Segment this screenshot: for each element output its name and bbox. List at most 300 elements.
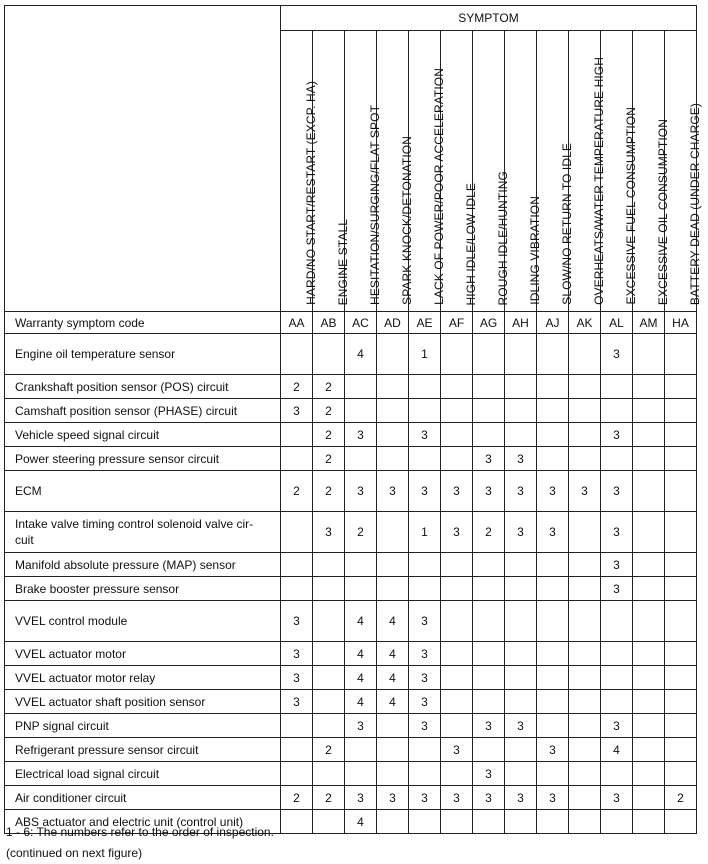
table-cell [313, 714, 345, 738]
column-header-label: EXCESSIVE OIL CONSUMPTION [655, 118, 670, 305]
table-cell [281, 810, 313, 834]
table-cell [665, 714, 697, 738]
table-cell [665, 423, 697, 447]
table-cell: 3 [409, 471, 441, 512]
table-cell [441, 334, 473, 375]
table-cell [665, 375, 697, 399]
table-cell: 3 [345, 471, 377, 512]
table-cell: 4 [345, 334, 377, 375]
table-cell: 3 [505, 447, 537, 471]
table-cell [441, 642, 473, 666]
column-header-label: BATTERY DEAD (UNDER CHARGE) [687, 102, 702, 305]
table-cell: 3 [473, 762, 505, 786]
table-row [5, 666, 697, 690]
table-cell: 3 [473, 471, 505, 512]
row-label: Electrical load signal circuit [5, 762, 281, 786]
table-cell [441, 714, 473, 738]
table-cell [633, 577, 665, 601]
table-cell: 3 [409, 690, 441, 714]
table-cell [505, 738, 537, 762]
table-cell [505, 690, 537, 714]
table-cell [537, 334, 569, 375]
table-row [5, 423, 697, 447]
table-cell: 3 [537, 471, 569, 512]
column-header-label: OVERHEATS/WATER TEMPERATURE HIGH [591, 57, 606, 305]
table-cell [569, 375, 601, 399]
row-label: ABS actuator and electric unit (control unit) [5, 810, 281, 834]
table-cell [601, 642, 633, 666]
table-cell [377, 738, 409, 762]
table-cell [633, 423, 665, 447]
table-cell [281, 512, 313, 553]
table-cell [313, 601, 345, 642]
table-cell [473, 399, 505, 423]
table-row [5, 714, 697, 738]
table-cell [569, 334, 601, 375]
table-cell [505, 810, 537, 834]
table-cell [409, 447, 441, 471]
footnote-continued: (continued on next figure) [6, 846, 143, 860]
table-cell: AM [633, 312, 665, 334]
table-cell [441, 447, 473, 471]
table-cell [473, 738, 505, 762]
table-cell [377, 423, 409, 447]
table-cell [505, 553, 537, 577]
table-row [5, 375, 697, 399]
table-cell [281, 334, 313, 375]
table-cell [409, 375, 441, 399]
table-cell [601, 762, 633, 786]
table-cell: AE [409, 312, 441, 334]
table-cell: AG [473, 312, 505, 334]
row-label: Vehicle speed signal circuit [5, 423, 281, 447]
table-cell [473, 666, 505, 690]
row-label: VVEL actuator motor relay [5, 666, 281, 690]
column-header [377, 31, 414, 312]
column-header [441, 31, 478, 312]
row-label: VVEL actuator motor [5, 642, 281, 666]
column-header [281, 31, 318, 312]
table-cell [601, 399, 633, 423]
table-cell [281, 762, 313, 786]
table-cell [665, 471, 697, 512]
table-cell [569, 447, 601, 471]
row-label: Air conditioner circuit [5, 786, 281, 810]
column-header [505, 31, 542, 312]
row-label: Crankshaft position sensor (POS) circuit [5, 375, 281, 399]
table-cell: AL [601, 312, 633, 334]
table-cell [377, 714, 409, 738]
table-cell: 3 [505, 512, 537, 553]
column-header [313, 31, 350, 312]
table-cell [601, 810, 633, 834]
table-cell [377, 810, 409, 834]
row-label: Refrigerant pressure sensor circuit [5, 738, 281, 762]
table-cell [665, 762, 697, 786]
table-cell [345, 553, 377, 577]
table-cell [377, 762, 409, 786]
symptom-group-header: SYMPTOM [281, 6, 697, 31]
table-cell [377, 553, 409, 577]
table-cell: 2 [281, 471, 313, 512]
table-cell: 3 [505, 786, 537, 810]
table-cell: 2 [473, 512, 505, 553]
table-cell [313, 334, 345, 375]
table-cell [601, 666, 633, 690]
table-row [5, 690, 697, 714]
table-cell [569, 714, 601, 738]
table-cell: 4 [377, 601, 409, 642]
table-cell: AH [505, 312, 537, 334]
table-cell [537, 375, 569, 399]
footnotes [6, 822, 274, 864]
table-cell: HA [665, 312, 697, 334]
table-cell: 3 [281, 642, 313, 666]
table-cell: 3 [537, 786, 569, 810]
table-cell: 1 [409, 512, 441, 553]
table-row [5, 642, 697, 666]
table-cell [569, 642, 601, 666]
table-cell [537, 762, 569, 786]
table-cell [441, 666, 473, 690]
table-cell: 4 [377, 666, 409, 690]
table-cell: 3 [601, 512, 633, 553]
table-cell: 3 [473, 786, 505, 810]
table-cell [601, 375, 633, 399]
table-cell [537, 642, 569, 666]
column-header [537, 31, 574, 312]
table-cell [505, 577, 537, 601]
table-cell [537, 666, 569, 690]
table-cell [505, 399, 537, 423]
column-header-label: LACK OF POWER/POOR ACCELERATION [431, 68, 446, 305]
table-cell: 3 [441, 786, 473, 810]
table-cell [281, 553, 313, 577]
table-cell [601, 447, 633, 471]
table-cell: AC [345, 312, 377, 334]
table-cell: 3 [409, 714, 441, 738]
table-cell: 3 [409, 601, 441, 642]
table-cell [505, 334, 537, 375]
table-cell [409, 762, 441, 786]
table-cell [473, 423, 505, 447]
table-cell [505, 423, 537, 447]
column-header [473, 31, 510, 312]
table-cell [345, 447, 377, 471]
table-cell [345, 399, 377, 423]
row-label: Camshaft position sensor (PHASE) circuit [5, 399, 281, 423]
column-header-label: HIGH IDLE/LOW IDLE [463, 182, 478, 305]
table-cell [601, 601, 633, 642]
row-label: PNP signal circuit [5, 714, 281, 738]
table-cell: 3 [377, 471, 409, 512]
table-cell [441, 601, 473, 642]
table-cell [665, 334, 697, 375]
column-header-label: HESITATION/SURGING/FLAT SPOT [367, 105, 382, 305]
column-header [601, 31, 638, 312]
table-cell [473, 553, 505, 577]
table-cell: 2 [313, 447, 345, 471]
table-cell [633, 810, 665, 834]
table-cell: 3 [345, 786, 377, 810]
table-cell [569, 762, 601, 786]
table-cell [569, 399, 601, 423]
row-label: ECM [5, 471, 281, 512]
column-header-label: SLOW/NO RETURN TO IDLE [559, 143, 574, 305]
table-cell [569, 512, 601, 553]
table-cell [665, 553, 697, 577]
table-cell [473, 690, 505, 714]
table-cell: 2 [281, 786, 313, 810]
table-cell [569, 577, 601, 601]
table-cell: AJ [537, 312, 569, 334]
table-cell: 3 [601, 553, 633, 577]
row-label: Engine oil temperature sensor [5, 334, 281, 375]
table-cell: 3 [409, 666, 441, 690]
table-cell [633, 553, 665, 577]
table-cell: 2 [313, 399, 345, 423]
table-cell [633, 399, 665, 423]
table-cell [441, 577, 473, 601]
table-cell: 4 [345, 810, 377, 834]
symptom-table [4, 5, 702, 834]
table-cell [633, 642, 665, 666]
table-cell [313, 690, 345, 714]
table-cell [505, 375, 537, 399]
table-cell: 3 [537, 512, 569, 553]
column-header [345, 31, 382, 312]
table-cell [665, 666, 697, 690]
table-cell [409, 553, 441, 577]
table-cell [377, 512, 409, 553]
table-cell [377, 399, 409, 423]
table-cell [633, 666, 665, 690]
table-cell: 4 [345, 601, 377, 642]
table-cell: AD [377, 312, 409, 334]
table-cell: 3 [281, 690, 313, 714]
table-cell [569, 738, 601, 762]
table-cell [473, 810, 505, 834]
table-cell [633, 762, 665, 786]
table-cell: AF [441, 312, 473, 334]
table-cell: 2 [313, 738, 345, 762]
table-row [5, 577, 697, 601]
table-row [5, 553, 697, 577]
table-cell: 2 [313, 375, 345, 399]
column-header-label: IDLING VIBRATION [527, 196, 542, 305]
table-cell: 2 [313, 471, 345, 512]
table-cell [569, 553, 601, 577]
column-header [409, 31, 446, 312]
table-cell [569, 423, 601, 447]
table-cell: 3 [441, 512, 473, 553]
table-row [5, 447, 697, 471]
table-cell: 3 [409, 642, 441, 666]
table-cell: 2 [345, 512, 377, 553]
corner-cell [5, 6, 281, 312]
table-cell: AA [281, 312, 313, 334]
table-cell: 3 [505, 714, 537, 738]
table-cell [569, 666, 601, 690]
table-cell [633, 447, 665, 471]
table-cell [313, 666, 345, 690]
table-cell [473, 577, 505, 601]
table-cell [505, 762, 537, 786]
table-cell: 3 [505, 471, 537, 512]
column-header [633, 31, 670, 312]
table-cell [441, 690, 473, 714]
table-cell [345, 577, 377, 601]
table-cell [281, 423, 313, 447]
column-header-label: ENGINE STALL [335, 218, 350, 305]
table-cell: 4 [345, 666, 377, 690]
table-cell: 3 [473, 447, 505, 471]
row-label: Intake valve timing control solenoid valve cir- cuit [5, 512, 281, 553]
table-cell [537, 423, 569, 447]
table-cell [633, 375, 665, 399]
column-header-label: ROUGH IDLE/HUNTING [495, 170, 510, 305]
table-cell [473, 601, 505, 642]
table-cell: 3 [601, 786, 633, 810]
column-header [665, 31, 702, 312]
table-cell [633, 471, 665, 512]
symptom-table-container [4, 5, 702, 834]
table-cell [569, 786, 601, 810]
table-cell [377, 447, 409, 471]
table-cell: 4 [601, 738, 633, 762]
row-label: Power steering pressure sensor circuit [5, 447, 281, 471]
table-cell [281, 447, 313, 471]
table-cell [505, 642, 537, 666]
table-cell [313, 810, 345, 834]
table-cell [505, 601, 537, 642]
warranty-code-row [5, 312, 697, 334]
table-cell [665, 447, 697, 471]
table-cell [313, 577, 345, 601]
table-cell [537, 714, 569, 738]
row-label: VVEL actuator shaft position sensor [5, 690, 281, 714]
table-cell [409, 738, 441, 762]
table-cell [569, 601, 601, 642]
table-cell: 3 [569, 471, 601, 512]
table-cell: 3 [409, 423, 441, 447]
table-cell: 3 [313, 512, 345, 553]
table-row [5, 762, 697, 786]
table-cell [377, 375, 409, 399]
table-cell [665, 512, 697, 553]
table-cell [601, 690, 633, 714]
column-header [569, 31, 606, 312]
table-cell [633, 334, 665, 375]
column-header-label: HARD/NO START/RESTART (EXCP. HA) [303, 81, 318, 305]
table-cell: 3 [377, 786, 409, 810]
table-cell: 1 [409, 334, 441, 375]
table-cell [313, 642, 345, 666]
table-cell: 3 [441, 471, 473, 512]
table-cell [537, 690, 569, 714]
table-cell [537, 577, 569, 601]
table-cell [441, 810, 473, 834]
table-cell [537, 399, 569, 423]
table-cell: 3 [601, 471, 633, 512]
table-row [5, 738, 697, 762]
table-cell [441, 375, 473, 399]
table-row [5, 786, 697, 810]
table-cell: 3 [601, 334, 633, 375]
table-row [5, 399, 697, 423]
column-header-label: SPARK KNOCK/DETONATION [399, 136, 414, 305]
table-cell [665, 577, 697, 601]
table-cell [409, 577, 441, 601]
table-cell [569, 810, 601, 834]
table-cell [377, 334, 409, 375]
table-cell [537, 810, 569, 834]
table-cell: 4 [377, 690, 409, 714]
table-cell: 3 [281, 399, 313, 423]
table-cell [569, 690, 601, 714]
table-cell: 3 [281, 601, 313, 642]
row-label: Brake booster pressure sensor [5, 577, 281, 601]
table-cell: 4 [345, 642, 377, 666]
table-cell: 3 [441, 738, 473, 762]
table-cell [633, 690, 665, 714]
table-cell: 3 [345, 423, 377, 447]
table-cell [665, 690, 697, 714]
table-cell [665, 601, 697, 642]
table-cell [409, 810, 441, 834]
table-cell [505, 666, 537, 690]
row-label: Manifold absolute pressure (MAP) sensor [5, 553, 281, 577]
table-cell [281, 577, 313, 601]
table-cell [665, 738, 697, 762]
table-cell [377, 577, 409, 601]
column-header-label: EXCESSIVE FUEL CONSUMPTION [623, 107, 638, 305]
table-cell [633, 714, 665, 738]
footnote-order-of-inspection: 1 - 6: The numbers refer to the order of inspection. [6, 825, 274, 839]
table-cell: 3 [473, 714, 505, 738]
table-cell: AK [569, 312, 601, 334]
table-cell: 3 [281, 666, 313, 690]
table-cell [473, 642, 505, 666]
table-cell [633, 738, 665, 762]
table-row [5, 512, 697, 553]
table-cell [345, 762, 377, 786]
table-cell [665, 399, 697, 423]
symptom-group-row [5, 6, 697, 31]
row-label: Warranty symptom code [5, 312, 281, 334]
table-cell [281, 738, 313, 762]
table-cell [665, 810, 697, 834]
table-cell [537, 447, 569, 471]
table-row [5, 471, 697, 512]
table-cell: 2 [281, 375, 313, 399]
table-cell [537, 601, 569, 642]
table-cell [345, 738, 377, 762]
table-cell [633, 601, 665, 642]
table-cell: 4 [377, 642, 409, 666]
table-cell [409, 399, 441, 423]
table-cell: 2 [665, 786, 697, 810]
table-cell: 3 [345, 714, 377, 738]
table-cell [313, 762, 345, 786]
table-cell [473, 375, 505, 399]
table-body [5, 312, 697, 834]
table-cell [633, 512, 665, 553]
table-cell: 3 [601, 714, 633, 738]
table-cell [441, 762, 473, 786]
table-cell: AB [313, 312, 345, 334]
table-cell: 3 [537, 738, 569, 762]
